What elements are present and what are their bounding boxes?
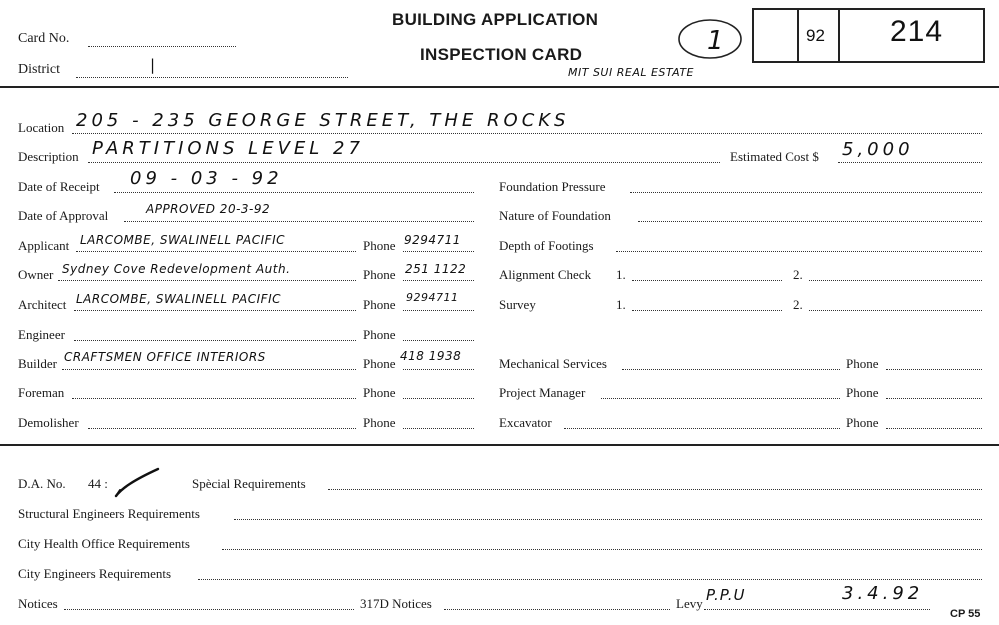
architect-label: Architect (18, 297, 67, 312)
demolisher-label: Demolisher (18, 415, 79, 430)
alignment-check-label: Alignment Check (499, 267, 592, 282)
estimated-cost-value: 5,000 (842, 139, 914, 160)
city-engineers-label: City Engineers Requirements (18, 566, 172, 581)
date-receipt-value: 09 - 03 - 92 (130, 168, 283, 189)
applicant-line (76, 251, 356, 252)
district-line (76, 77, 348, 78)
levy-label: Levy (676, 596, 703, 611)
builder-phone-line (403, 369, 474, 370)
description-label: Description (18, 149, 79, 164)
title-line-2: INSPECTION CARD (420, 45, 583, 64)
estimated-cost-label: Estimated Cost $ (730, 149, 819, 164)
health-line (222, 549, 982, 550)
alignment-one-line (632, 280, 782, 281)
owner-phone-label: Phone (363, 267, 396, 282)
special-requirements-label: Spècial Requirements (192, 476, 306, 491)
location-label: Location (18, 120, 65, 135)
demolisher-phone-line (403, 428, 474, 429)
estimated-cost-line (838, 162, 982, 163)
engineer-line (74, 340, 356, 341)
engineer-phone-line (403, 340, 474, 341)
number-box-value: 214 (890, 15, 944, 48)
project-manager-line (601, 398, 840, 399)
excavator-phone-label: Phone (846, 415, 879, 430)
district-value: | (150, 56, 157, 74)
survey-one-label: 1. (616, 297, 626, 312)
notices-line (64, 609, 354, 610)
survey-label: Survey (499, 297, 536, 312)
foundation-pressure-line (630, 192, 982, 193)
location-value: 205 - 235 GEORGE STREET, THE ROCKS (76, 110, 570, 131)
structural-label: Structural Engineers Requirements (18, 506, 200, 521)
demolisher-line (88, 428, 356, 429)
district-label: District (18, 62, 60, 77)
builder-line (62, 369, 356, 370)
structural-line (234, 519, 982, 520)
applicant-phone-line (403, 251, 474, 252)
circled-number (675, 16, 745, 62)
foundation-pressure-label: Foundation Pressure (499, 179, 606, 194)
location-line (72, 133, 982, 134)
rule-bottom (0, 444, 999, 446)
applicant-phone-value: 9294711 (404, 233, 461, 247)
architect-value: LARCOMBE, SWALINELL PACIFIC (76, 292, 282, 306)
notices-317d-label: 317D Notices (360, 596, 432, 611)
engineer-phone-label: Phone (363, 327, 396, 342)
foreman-label: Foreman (18, 385, 65, 400)
da-no-value: 44 : (88, 476, 108, 491)
depth-footings-line (616, 251, 982, 252)
builder-phone-label: Phone (363, 356, 396, 371)
da-no-label: D.A. No. (18, 476, 66, 491)
annotation-mitsui: MIT SUI REAL ESTATE (568, 66, 695, 79)
date-receipt-label: Date of Receipt (18, 179, 100, 194)
notices-317d-line (444, 609, 670, 610)
excavator-label: Excavator (499, 415, 552, 430)
levy-date: 3.4.92 (842, 583, 924, 604)
alignment-one-label: 1. (616, 267, 626, 282)
architect-line (74, 310, 356, 311)
mechanical-phone-label: Phone (846, 356, 879, 371)
architect-phone-label: Phone (363, 297, 396, 312)
project-manager-phone-line (886, 398, 982, 399)
project-manager-phone-label: Phone (846, 385, 879, 400)
survey-one-line (632, 310, 782, 311)
card-no-label: Card No. (18, 31, 70, 46)
survey-two-line (809, 310, 982, 311)
mechanical-phone-line (886, 369, 982, 370)
special-requirements-line (328, 489, 982, 490)
excavator-phone-line (886, 428, 982, 429)
nature-foundation-line (638, 221, 982, 222)
owner-phone-value: 251 1122 (405, 262, 467, 276)
rule-top (0, 86, 999, 88)
mechanical-services-line (622, 369, 840, 370)
levy-line (704, 609, 930, 610)
excavator-line (564, 428, 840, 429)
date-approval-line (124, 221, 474, 222)
foreman-phone-label: Phone (363, 385, 396, 400)
architect-phone-line (403, 310, 474, 311)
blank-box (752, 8, 799, 63)
owner-phone-line (403, 280, 474, 281)
form-code: CP 55 (950, 608, 981, 620)
mechanical-services-label: Mechanical Services (499, 356, 607, 371)
depth-footings-label: Depth of Footings (499, 238, 594, 253)
applicant-value: LARCOMBE, SWALINELL PACIFIC (80, 233, 286, 247)
demolisher-phone-label: Phone (363, 415, 396, 430)
levy-value: P.P.U (706, 586, 746, 604)
builder-phone-value: 418 1938 (400, 349, 462, 363)
description-value: PARTITIONS LEVEL 27 (92, 138, 364, 159)
engineer-label: Engineer (18, 327, 65, 342)
owner-line (58, 280, 356, 281)
survey-two-label: 2. (793, 297, 803, 312)
da-tick-mark (112, 466, 162, 502)
health-label: City Health Office Requirements (18, 536, 190, 551)
builder-value: CRAFTSMEN OFFICE INTERIORS (64, 350, 266, 364)
applicant-phone-label: Phone (363, 238, 396, 253)
builder-label: Builder (18, 356, 57, 371)
foreman-phone-line (403, 398, 474, 399)
date-receipt-line (114, 192, 474, 193)
owner-value: Sydney Cove Redevelopment Auth. (62, 262, 291, 276)
foreman-line (72, 398, 356, 399)
applicant-label: Applicant (18, 238, 70, 253)
circled-number-text: 1 (707, 26, 724, 56)
notices-label: Notices (18, 596, 58, 611)
nature-foundation-label: Nature of Foundation (499, 208, 611, 223)
project-manager-label: Project Manager (499, 385, 586, 400)
alignment-two-line (809, 280, 982, 281)
card-no-line (88, 46, 236, 47)
year-box-value: 92 (806, 26, 825, 45)
title-line-1: BUILDING APPLICATION (392, 10, 599, 29)
alignment-two-label: 2. (793, 267, 803, 282)
date-approval-value: APPROVED 20-3-92 (146, 202, 271, 216)
date-approval-label: Date of Approval (18, 208, 109, 223)
architect-phone-value: 9294711 (406, 291, 459, 304)
owner-label: Owner (18, 267, 54, 282)
description-line (88, 162, 720, 163)
city-engineers-line (198, 579, 982, 580)
